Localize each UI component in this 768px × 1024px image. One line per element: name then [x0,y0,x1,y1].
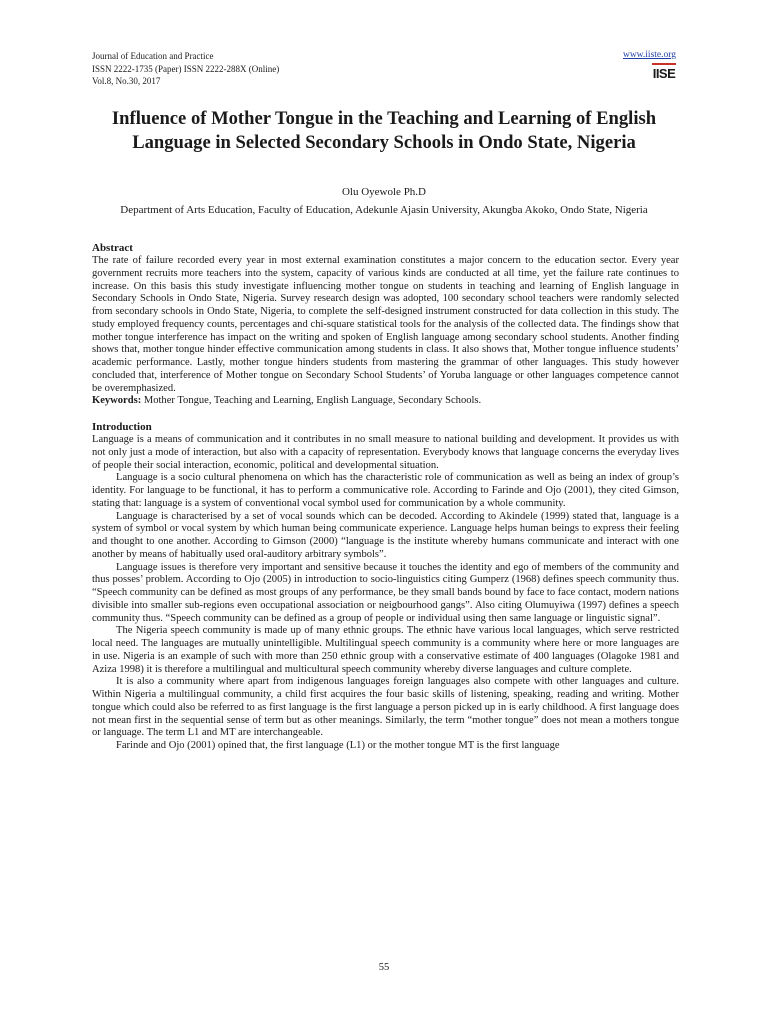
paper-title: Influence of Mother Tongue in the Teaching and Learning of English Language in Selected Secondary Schools in Ondo State, Nigeria [111,108,657,153]
intro-paragraph: Language issues is therefore very important and sensitive because it touches the identity and ego of members of the community and thus posses’ problem. According to Ojo (2005) in introduction to socio-linguistics citing Gumperz (1968) defines speech community thus. “Speech community can be defined as most groups of any performance, be they small bands bound by face to face contact, modern nations divisible into smaller sub-regions even occupational association or neigbourhood gangs”. Also citing Olumuyiwa (1997) defines a speech community thus. “Speech community can be defined as a group of people or individual using then same language or linguistic signal”. [92,561,679,624]
keywords-text: Mother Tongue, Teaching and Learning, English Language, Secondary Schools. [141,395,482,407]
introduction-heading: Introduction [92,421,152,433]
publisher-url-link[interactable]: www.iiste.org [622,50,676,60]
intro-paragraph: Language is characterised by a set of vocal sounds which can be decoded. According to Akindele (1999) stated that, language is a system of symbol or vocal system by which human being communicate experience. Language helps human beings to express their feeling and thought to one another. According to Gimson (2000) “language is the institute whereby humans communicate and interact with one another by means of habitually used oral-auditory arbitrary symbols”. [92,510,679,560]
intro-paragraph: Language is a socio cultural phenomena on which has the characteristic role of communication as well as being an index of group’s identity. For language to be functional, it has to perform a communicative role. According to Farinde and Ojo (2001), they cited Gimson, stating that: language is a system of conventional vocal symbol used for communication by a whole community. [92,472,679,509]
page-number: 55 [378,962,390,973]
author-name: Olu Oyewole Ph.D [341,186,427,198]
abstract-text: The rate of failure recorded every year in most external examination constitutes a major concern to the education sector. Every year government recruits more teachers into the system, capacity of various kinds are conducted at all time, yet the failure rate continues to increase. On this basis this study investigate influencing mother tongue on students in teaching and learning of English language in Secondary Schools in Ondo State, Nigeria. Survey research design was adopted, 100 secondary school teachers were randomly selected from secondary schools in Ondo State, Nigeria, to complete the self-designed instrument constructed for data collection in this study. The study employed frequency counts, percentages and chi-square statistical tools for the analysis of the collected data. The findings show that mother tongue interference has impact on the writing and spoken of English language among secondary school students. Another finding shows that, mother tongue hinder effective communication among students in class. It also shows that, Mother tongue influence students’ academic performance. Lastly, mother tongue hinders students from mastering the grammar of other languages. This study however concluded that, interference of Mother tongue on Secondary School Students’ of Yoruba language or other languages competence cannot be overemphasized. [92,255,679,394]
intro-paragraph: Language is a means of communication and it contributes in no small measure to national building and development. It provides us with not only just a mode of interaction, but also with a capacity of representation. Everybody knows that language concerns the everyday lives of people their social interaction, economic, political and developmental situation. [92,434,679,471]
intro-paragraph: Farinde and Ojo (2001) opined that, the first language (L1) or the mother tongue MT is the first language [116,740,560,751]
journal-volume: Vol.8, No.30, 2017 [92,76,161,86]
intro-paragraph: The Nigeria speech community is made up of many ethnic groups. The ethnic have various local languages, which serve restricted local need. The languages are mutually unintelligible. Multilingual speech community is a community where here or more languages are in use. Nigeria is an example of such with more than 250 ethnic group with a conservative estimate of 400 languages (Olagoke 1981 and Aziza 1998) it is therefore a multilingual and multicultural speech community whereby diverse languages and culture complete. [92,625,679,675]
introduction-section [92,421,679,753]
keywords-line [92,395,679,408]
journal-name: Journal of Education and Practice [92,51,214,61]
author-affiliation: Department of Arts Education, Faculty of Education, Adekunle Ajasin University, Akungba Akoko, Ondo State, Nigeria [120,204,648,216]
journal-header [92,50,279,88]
publisher-block [623,50,676,85]
paper-body [92,242,679,753]
intro-paragraph: It is also a community where apart from indigenous languages foreign languages also compete with other languages and culture. Within Nigeria a multilingual community, a child first acquires the four basic skills of listening, speaking, reading and writing. Mother tongue which could also be referred to as first language is the first language a person picked up in is early childhood. A first language does not mean first in the sequential sense of term but as other meanings. Similarly, the term “mother tongue” does not mean a mothers tongue or language. The term L1 and MT are interchangeable. [92,676,679,739]
journal-issn: ISSN 2222-1735 (Paper) ISSN 2222-288X (Online) [92,63,280,74]
abstract-heading: Abstract [92,242,133,254]
iiste-logo-icon: IISE [652,63,676,85]
keywords-label: Keywords: [92,395,142,407]
